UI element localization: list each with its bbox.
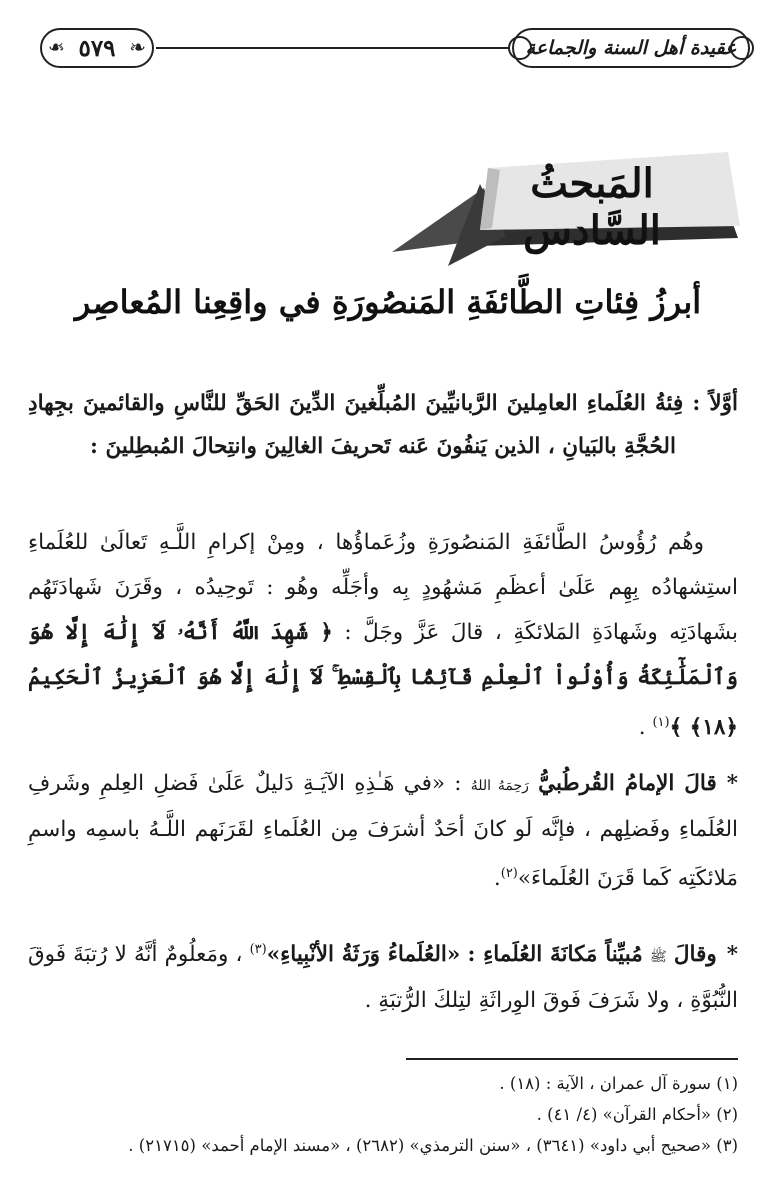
section-banner: [0, 140, 776, 270]
footnote-rule: [406, 1058, 738, 1060]
bullet-star: *: [726, 942, 738, 968]
footnotes: [28, 1068, 738, 1161]
hadith-quote: «العُلَماءُ وَرَثَةُ الأنْبِياءِ»: [266, 942, 461, 968]
paragraph-1: [28, 520, 738, 750]
page-number-frame: [40, 28, 154, 68]
paragraph-2: [28, 762, 738, 901]
section-heading: أبرزُ فِئاتِ الطَّائفَةِ المَنصُورَةِ في واقِعِنا المُعاصِر: [74, 283, 702, 321]
footnote-ref-3: (٣): [249, 942, 267, 957]
book-title: عقيدة أهل السنة والجماعة: [525, 37, 737, 59]
quran-verse: ﴿ شَهِدَ اللَّهُ أَنَّهُۥ لَآ إِلَٰهَ إِلَّا هُوَ وَٱلْمَلَٰٓئِكَةُ وَأُوْلُواْ ٱلْعِلْمِ قَآئِمًۢا بِٱلْقِسْطِ ۚ لَآ إِلَٰهَ إِلَّا هُوَ ٱلْعَزِيزُ ٱلْحَكِيمُ ﴿١٨﴾ ﴾: [28, 620, 738, 741]
intro-paragraph: أوَّلاً : فِئةُ العُلَماءِ العامِلينَ الرَّبانيِّينَ المُبلِّغينَ الدِّينَ الحَقِّ للنَّاسِ والقائمينَ بجِهادِ الحُجَّةِ بالبَيانِ ، الذين يَنفُونَ عَنه تَحريفَ الغالِينَ وانتِحالَ المُبطِلينَ :: [28, 391, 738, 459]
honorific: رَحِمَهُ اللهُ: [470, 778, 529, 794]
footnote-ref-2: (٢): [500, 866, 518, 881]
footnote-1: (١) سورة آل عمران ، الآية : (١٨) .: [499, 1074, 738, 1093]
book-title-frame: [512, 28, 750, 68]
paragraph-2-end: .: [493, 866, 501, 892]
paragraph-3-text: ، ومَعلُومٌ أنَّهُ لا رُتبَةَ فَوقَ النُّبُوَّةِ ، ولا شَرَفَ فَوقَ الوِراثَةِ لتِلكَ الرُّتبَةِ .: [28, 942, 738, 1014]
page-number: ❧ ٥٧٩: [78, 34, 116, 62]
footnote-3: (٣) «صحيح أبي داود» (٣٦٤١) ، «سنن الترمذي» (٢٦٨٢) ، «مسند الإمام أحمد» (٢١٧١٥) .: [128, 1136, 738, 1155]
section-title: المَبحثُ السَّادس: [523, 160, 661, 254]
header-rule: [156, 47, 510, 49]
page-header: [40, 24, 750, 76]
paragraph-1-end: .: [638, 715, 646, 741]
bullet-star: *: [726, 771, 738, 796]
speaker-name: قالَ الإمامُ القُرطُبيُّ: [538, 771, 717, 796]
paragraph-3: [28, 928, 738, 1023]
paragraph-3-mid: مُبيِّناً مَكانَةَ العُلَماءِ :: [467, 942, 643, 968]
paragraph-2-text: : «في هَـٰذِهِ الآيَـةِ دَليلٌ عَلَىٰ فَضلِ العِلمِ وشَرفِ العُلَماءِ وفَضلِهم ، فإنَّه لَو كانَ أحَدٌ أشرَفَ مِن العُلَماءِ لقَرَنَهم اللَّـهُ باسمِه واسمِ مَلائكَتِه كَما قَرَنَ العُلَماءَ»: [28, 771, 738, 892]
footnote-ref-1: (١): [652, 715, 670, 730]
paragraph-1-text: وهُم رُؤُوسُ الطَّائفَةِ المَنصُورَةِ وزُعَماؤُها ، ومِنْ إكرامِ اللَّـهِ تَعالَىٰ للعُلَماءِ استِشهادُه بِهِم عَلَىٰ أعظَمِ مَشهُودٍ بِه وأجَلِّه وهُو : تَوحِيدُه ، وقَرَنَ شَهادَتَهُم بشَهادَتِه وشَهادَةِ المَلائكَةِ ، قالَ عَزَّ وجَلَّ :: [28, 530, 738, 645]
speaker-name: وقالَ: [673, 942, 717, 968]
footnote-2: (٢) «أحكام القرآن» (٤/ ٤١) .: [536, 1105, 738, 1124]
honorific: ﷺ: [649, 949, 667, 966]
